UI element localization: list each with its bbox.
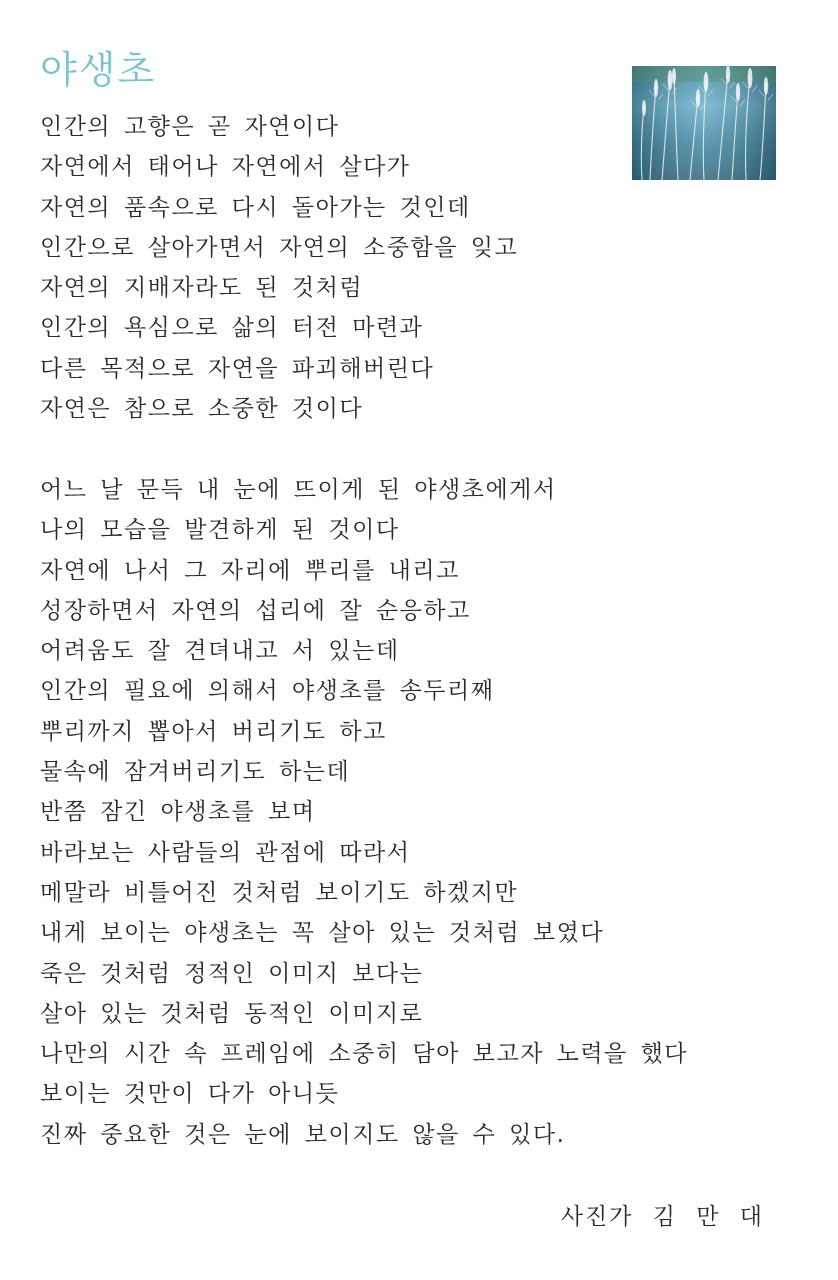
poem-line: 자연은 참으로 소중한 것이다 bbox=[40, 396, 364, 423]
poem-title: 야생초 bbox=[40, 48, 157, 92]
poem-line: 반쯤 잠긴 야생초를 보며 bbox=[40, 799, 316, 826]
poem-line: 자연의 지배자라도 된 것처럼 bbox=[40, 275, 364, 302]
poem-line: 인간의 필요에 의해서 야생초를 송두리째 bbox=[40, 678, 495, 705]
poem-line: 자연에서 태어나 자연에서 살다가 bbox=[40, 154, 411, 181]
poem-line: 인간의 욕심으로 삶의 터전 마련과 bbox=[40, 315, 424, 342]
author-signature: 사진가 김 만 대 bbox=[560, 1204, 764, 1230]
poem-line: 나의 모습을 발견하게 된 것이다 bbox=[40, 517, 400, 544]
poem-line: 바라보는 사람들의 관점에 따라서 bbox=[40, 839, 411, 866]
poem-line: 살아 있는 것처럼 동적인 이미지로 bbox=[40, 1000, 424, 1027]
poem-line: 인간의 고향은 곧 자연이다 bbox=[40, 114, 340, 140]
poem-stanza-2 bbox=[40, 470, 688, 1155]
poem-stanza-1 bbox=[40, 107, 518, 429]
poem-line: 내게 보이는 야생초는 꼭 살아 있는 것처럼 보였다 bbox=[40, 920, 605, 947]
poem-line: 진짜 중요한 것은 눈에 보이지도 않을 수 있다. bbox=[40, 1121, 566, 1148]
poem-line: 어려움도 잘 견뎌내고 서 있는데 bbox=[40, 638, 400, 665]
poem-line: 어느 날 문득 내 눈에 뜨이게 된 야생초에게서 bbox=[40, 477, 557, 503]
poem-line: 성장하면서 자연의 섭리에 잘 순응하고 bbox=[40, 597, 471, 624]
poem-line: 뿌리까지 뽑아서 버리기도 하고 bbox=[40, 718, 387, 745]
poem-line: 인간으로 살아가면서 자연의 소중함을 잊고 bbox=[40, 234, 519, 261]
poem-line: 자연에 나서 그 자리에 뿌리를 내리고 bbox=[40, 557, 460, 584]
poem-line: 보이는 것만이 다가 아니듯 bbox=[40, 1081, 340, 1108]
poem-line: 다른 목적으로 자연을 파괴해버린다 bbox=[40, 355, 435, 382]
poem-line: 나만의 시간 속 프레임에 소중히 담아 보고자 노력을 했다 bbox=[40, 1041, 689, 1068]
poem-line: 자연의 품속으로 다시 돌아가는 것인데 bbox=[40, 194, 471, 221]
wild-grass-photo bbox=[632, 66, 776, 180]
poem-line: 물속에 잠겨버리기도 하는데 bbox=[40, 759, 351, 786]
poem-line: 메말라 비틀어진 것처럼 보이기도 하겠지만 bbox=[40, 879, 519, 906]
poem-line: 죽은 것처럼 정적인 이미지 보다는 bbox=[40, 960, 424, 987]
